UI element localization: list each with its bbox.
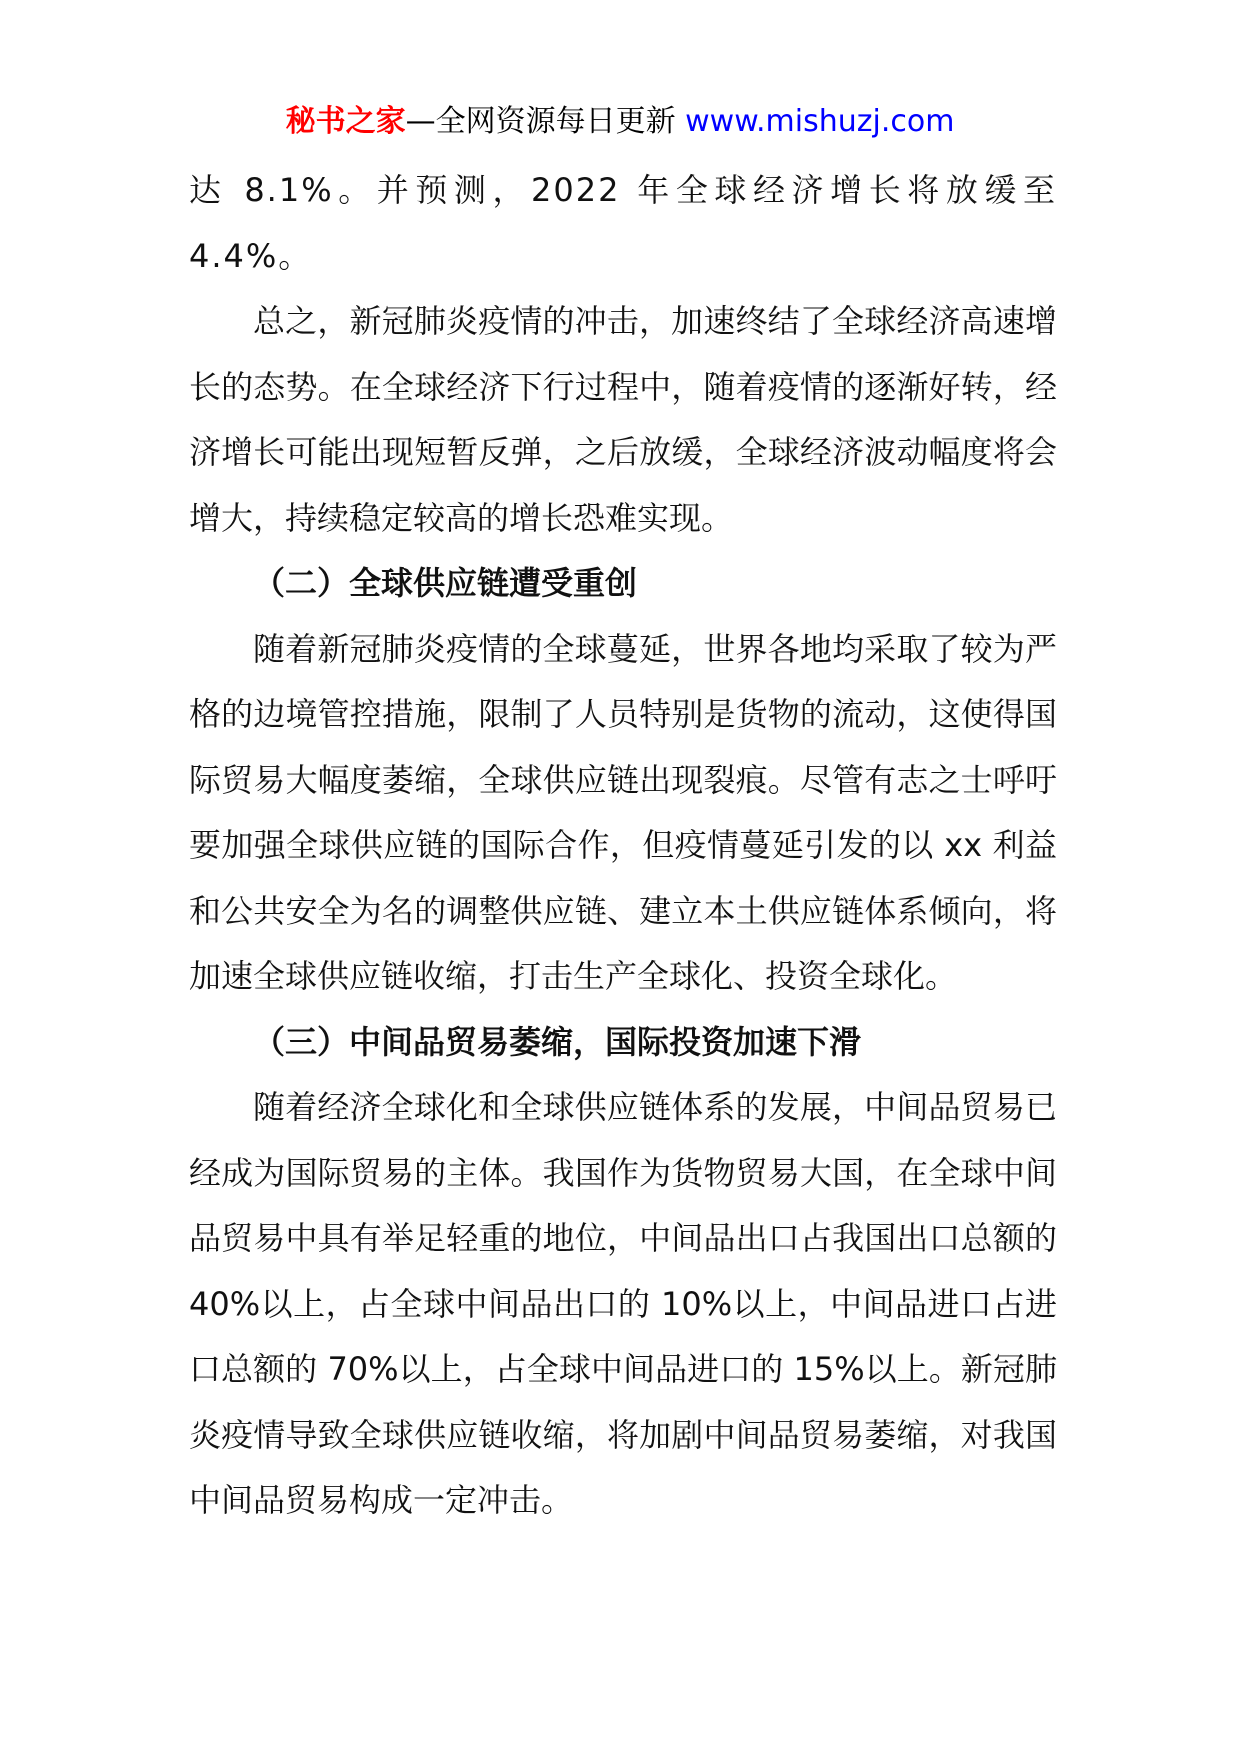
header-tagline: —全网资源每日更新 (405, 104, 676, 139)
section-heading-3: （三）中间品贸易萎缩，国际投资加速下滑 (253, 1022, 862, 1061)
paragraph-intermediate-goods: 随着经济全球化和全球供应链体系的发展，中间品贸易已经成为国际贸易的主体。我国作为货物贸易大国，在全球中间品贸易中具有举足轻重的地位，中间品出口占我国出口总额的 40%以上，占全球中间品出口的 10%以上，中间品进口占进口总额的 70%以上，占全球中间品进口的 15%以上。新冠肺炎疫情导致全球供应链收缩，将加剧中间品贸易萎缩，对我国中间品贸易构成一定冲击。 (189, 1088, 1057, 1519)
header-brand: 秘书之家 (285, 104, 406, 139)
header-url-link[interactable]: www.mishuzj.com (685, 104, 955, 139)
page-header (0, 100, 1240, 144)
document-body (189, 158, 1057, 1534)
section-heading-2: （二）全球供应链遭受重创 (253, 564, 638, 602)
paragraph-supply-chain: 随着新冠肺炎疫情的全球蔓延，世界各地均采取了较为严格的边境管控措施，限制了人员特别是货物的流动，这使得国际贸易大幅度萎缩，全球供应链出现裂痕。尽管有志之士呼吁要加强全球供应链的国际合作，但疫情蔓延引发的以 xx 利益和公共安全为名的调整供应链、建立本土供应链体系倾向，将加速全球供应链收缩，打击生产全球化、投资全球化。 (189, 629, 1057, 995)
paragraph-summary: 总之，新冠肺炎疫情的冲击，加速终结了全球经济高速增长的态势。在全球经济下行过程中，随着疫情的逐渐好转，经济增长可能出现短暂反弹，之后放缓，全球经济波动幅度将会增大，持续稳定较高的增长恐难实现。 (189, 302, 1057, 537)
paragraph-continued: 达 8.1%。并预测，2022 年全球经济增长将放缓至 4.4%。 (189, 171, 1057, 275)
